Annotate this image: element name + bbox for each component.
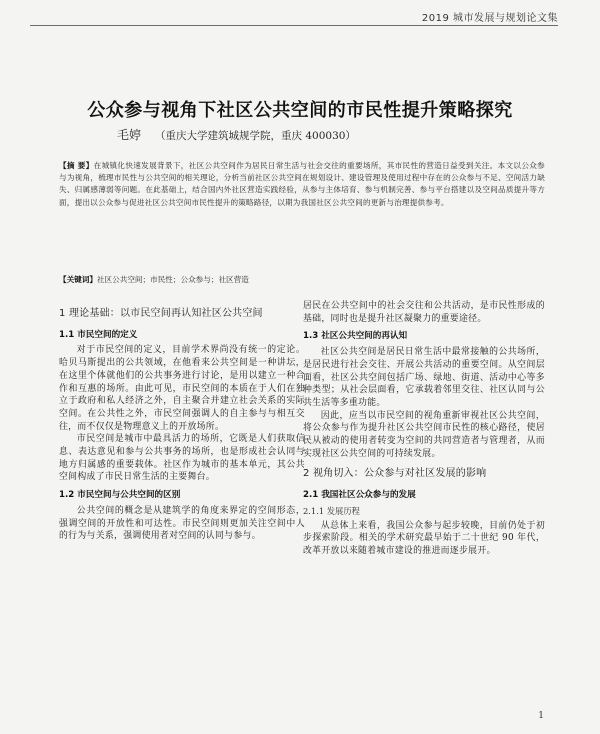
paragraph: 社区公共空间是居民日常生活中最常接触的公共场所，是居民进行社会交往、开展公共活动的重要空间。从空间层面看，社区公共空间包括广场、绿地、街道、活动中心等多种类型；从社会层面看，它承载着邻里交往、社区认同与公共生活等多重功能。 — [303, 347, 545, 408]
section-2-1-1-heading: 2.1.1 发展历程 — [303, 505, 360, 516]
abstract — [59, 160, 545, 272]
abstract-text: 在城镇化快速发展背景下，社区公共空间作为居民日常生活与社会交往的重要场所，其市民性的营造日益受到关注。本文以公众参与为视角，梳理市民性与公共空间的相关理论，分析当前社区公共空间在规划设计、建设管理及使用过程中存在的公众参与不足、空间活力缺失、归属感薄弱等问题。在此基础上，结合国内外社区营造实践经验，从参与主体培育、参与机制完善、参与平台搭建以及空间品质提升等方面，提出以公众参与促进社区公共空间市民性提升的策略路径，以期为我国社区公共空间的更新与治理提供参考。 — [59, 161, 545, 207]
section-1-3-heading: 1.3 社区公共空间的再认知 — [303, 331, 408, 342]
paragraph: 对于市民空间的定义，目前学术界尚没有统一的定论。哈贝马斯提出的公共领域，在他看来公共空间是一种讲坛，在这里个体就他们的公共事务进行讨论，是用以建立一种合作和互惠的场所。由此可见，市民空间的本质在于人们在独立于政府和私人经济之外，自主聚合并建立社会关系的实际空间。在公共性之外，市民空间强调人的自主参与与相互交往，而不仅仅是物理意义上的开放场所。 — [59, 345, 305, 432]
section-1-heading: 1 理论基础：以市民空间再认知社区公共空间 — [59, 308, 263, 319]
running-header — [0, 0, 600, 26]
abstract-label: 【摘 要】 — [59, 161, 94, 170]
paragraph: 居民在公共空间中的社会交往和公共活动，是市民性形成的基础，同时也是提升社区凝聚力的重要途径。 — [303, 301, 545, 324]
paragraph: 市民空间是城市中最具活力的场所，它既是人们获取信息、表达意见和参与公共事务的场所，也是形成社会认同与地方归属感的重要载体。社区作为城市的基本单元，其公共空间构成了市民日常生活的主要舞台。 — [59, 434, 305, 483]
section-1-1-heading: 1.1 市民空间的定义 — [59, 329, 138, 340]
author-affiliation: （重庆大学建筑城规学院，重庆 400030） — [155, 130, 356, 142]
journal-name: 2019 城市发展与规划论文集 — [421, 13, 558, 24]
section-2-heading: 2 视角切入：公众参与对社区发展的影响 — [303, 468, 487, 480]
section-2-1-heading: 2.1 我国社区公众参与的发展 — [303, 490, 416, 501]
paragraph: 公共空间的概念是从建筑学的角度来界定的空间形态，强调空间的开放性和可达性。市民空间则更加关注空间中人的行为与关系，强调使用者对空间的认同与参与。 — [59, 505, 305, 542]
paragraph: 因此，应当以市民空间的视角重新审视社区公共空间，将公众参与作为提升社区公共空间市民性的核心路径，使居民从被动的使用者转变为空间的共同营造者与管理者，从而实现社区公共空间的可持续发展。 — [303, 410, 545, 459]
author-name: 毛婷 — [117, 128, 142, 142]
section-1-2-heading: 1.2 市民空间与公共空间的区别 — [59, 490, 181, 501]
page-number: 1 — [538, 711, 544, 721]
left-column — [59, 300, 305, 730]
keywords-label: 【关键词】 — [59, 275, 97, 284]
paragraph: 从总体上来看，我国公众参与起步较晚，目前仍处于初步探索阶段。相关的学术研究最早始于二十世纪 90 年代，改革开放以来随着城市建设的推进而逐步展开。 — [303, 520, 545, 556]
keywords — [59, 274, 545, 286]
paper-title: 公众参与视角下社区公共空间的市民性提升策略探究 — [87, 100, 513, 121]
header-divider — [30, 25, 558, 26]
right-column — [303, 300, 545, 720]
author-line — [117, 126, 356, 143]
keywords-text: 社区公共空间；市民性；公众参与；社区营造 — [96, 275, 249, 284]
